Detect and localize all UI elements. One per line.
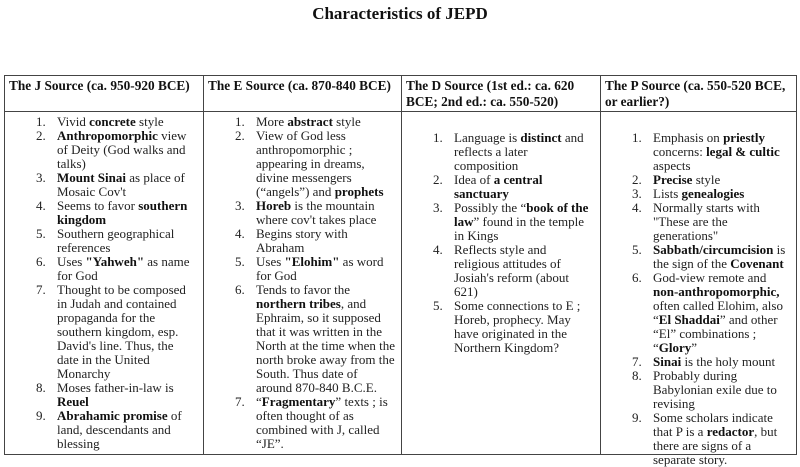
list-item <box>645 173 790 187</box>
text: Begins story with Abraham <box>256 226 348 255</box>
text: as word for God <box>256 254 384 283</box>
column-header: The J Source (ca. 950-920 BCE) <box>5 76 203 112</box>
column-d-source <box>402 76 601 454</box>
bold-text: abstract <box>287 114 333 129</box>
list-item <box>645 131 790 173</box>
list-item <box>645 271 790 355</box>
bold-text: Reuel <box>57 394 89 409</box>
characteristics-list <box>204 112 401 451</box>
bold-text: Mount Sinai <box>57 170 126 185</box>
list-item <box>645 411 790 467</box>
characteristics-list <box>601 112 796 467</box>
bold-text: Abrahamic promise <box>57 408 168 423</box>
text: Thought to be composed in Judah and contained propaganda for the southern kingdom, esp. David's line. Thus, the date in the United Monarchy <box>57 282 186 381</box>
text: , but there are signs of a separate story. <box>653 424 778 467</box>
bold-text: concrete <box>89 114 136 129</box>
column-header: The E Source (ca. 870-840 BCE) <box>204 76 401 112</box>
bold-text: Horeb <box>256 198 292 213</box>
column-header: The P Source (ca. 550-520 BCE, or earlier?) <box>601 76 796 112</box>
text: style <box>332 114 361 129</box>
text: Uses <box>256 254 285 269</box>
bold-text: prophets <box>334 184 384 199</box>
column-j-source <box>5 76 204 454</box>
list-item <box>645 201 790 243</box>
bold-text: northern tribes <box>256 296 341 311</box>
text: Emphasis on <box>653 130 724 145</box>
list-item <box>49 115 197 129</box>
text: More <box>256 114 288 129</box>
bold-text: legal & cultic <box>706 144 780 159</box>
list-item <box>49 171 197 199</box>
text: , and Ephraim, so it supposed that it was written in the North at the time when the north broke away from the South. Thus date of around 870-840 B.C.E. <box>256 296 395 395</box>
text: Reflects style and religious attitudes of Josiah's reform (about 621) <box>454 242 569 299</box>
document-title: Characteristics of JEPD <box>312 4 488 23</box>
text: “ <box>256 394 262 409</box>
text: Moses father-in-law is <box>57 380 174 395</box>
bold-text: El Shaddai <box>658 312 720 327</box>
text: style <box>135 114 164 129</box>
list-item <box>49 409 197 451</box>
text: is the holy mount <box>681 354 776 369</box>
bold-text: priestly <box>723 130 765 145</box>
list-item <box>248 255 395 283</box>
text: View of God less anthropomorphic ; appearing in dreams, divine messengers (“angels”) and <box>256 128 365 199</box>
list-item <box>49 381 197 409</box>
jepd-table <box>4 75 797 467</box>
list-item <box>446 243 594 299</box>
list-item <box>248 115 395 129</box>
bold-text: a central sanctuary <box>454 172 543 201</box>
list-item <box>248 283 395 395</box>
text: ” texts ; is often thought of as combined with J, called “JE”. <box>256 394 388 451</box>
text: Tends to favor the <box>256 282 351 297</box>
bold-text: redactor <box>706 424 755 439</box>
bold-text: Precise <box>653 172 693 187</box>
text: of land, descendants and blessing <box>57 408 182 451</box>
list-item <box>248 199 395 227</box>
list-item <box>49 227 197 255</box>
bold-text: "Yahweh" <box>85 254 145 269</box>
characteristics-list <box>402 112 600 355</box>
list-item <box>49 283 197 381</box>
list-item <box>446 299 594 355</box>
text: Possibly the “ <box>454 200 527 215</box>
text: ” found in the temple in Kings <box>454 214 584 243</box>
bold-text: non-anthropomorphic, <box>653 284 780 299</box>
bold-text: distinct <box>520 130 562 145</box>
text: often called Elohim, also “ <box>653 298 783 327</box>
text: Some connections to E ; Horeb, prophecy. May have originated in the Northern Kingdom? <box>454 298 581 355</box>
bold-text: Sinai <box>653 354 682 369</box>
text: Probably during Babylonian exile due to revising <box>653 368 777 411</box>
text: Seems to favor <box>57 198 139 213</box>
text: and reflects a later composition <box>454 130 584 173</box>
list-item <box>49 129 197 171</box>
bold-text: genealogies <box>681 186 745 201</box>
text: ” <box>691 340 698 355</box>
bold-text: Glory <box>658 340 692 355</box>
bold-text: Anthropomorphic <box>57 128 158 143</box>
list-item <box>645 187 790 201</box>
text: concerns: <box>653 144 707 159</box>
text: is the mountain where cov't takes place <box>256 198 377 227</box>
text: view of Deity (God walks and talks) <box>57 128 187 171</box>
text: Lists <box>653 186 682 201</box>
list-item <box>645 243 790 271</box>
text: ” and other “El” combinations ; “ <box>653 312 778 355</box>
list-item <box>645 355 790 369</box>
text: Southern geographical references <box>57 226 175 255</box>
bold-text: Sabbath/circumcision <box>653 242 774 257</box>
text: Uses <box>57 254 86 269</box>
column-p-source <box>601 76 796 467</box>
text: style <box>692 172 721 187</box>
list-item <box>49 255 197 283</box>
list-item <box>49 199 197 227</box>
list-item <box>446 131 594 173</box>
bold-text: "Elohim" <box>284 254 340 269</box>
text: God-view remote and <box>653 270 767 285</box>
text: is the sign of the <box>653 242 786 271</box>
column-e-source <box>204 76 402 454</box>
list-item <box>248 227 395 255</box>
bold-text: Covenant <box>730 256 784 271</box>
list-item <box>446 201 594 243</box>
list-item <box>446 173 594 201</box>
text: Language is <box>454 130 521 145</box>
bold-text: book of the law <box>454 200 589 229</box>
bold-text: southern kingdom <box>57 198 188 227</box>
text: Some scholars indicate that P is a <box>653 410 773 439</box>
text: Normally starts with "These are the generations" <box>653 200 760 243</box>
text: aspects <box>653 158 691 173</box>
list-item <box>645 369 790 411</box>
text: as name for God <box>57 254 190 283</box>
column-header: The D Source (1st ed.: ca. 620 BCE; 2nd ed.: ca. 550-520) <box>402 76 600 112</box>
list-item <box>248 129 395 199</box>
bold-text: Fragmentary <box>261 394 336 409</box>
text: Vivid <box>57 114 90 129</box>
list-item <box>248 395 395 451</box>
text: as place of Mosaic Cov't <box>57 170 185 199</box>
text: Idea of <box>454 172 494 187</box>
characteristics-list <box>5 112 203 451</box>
